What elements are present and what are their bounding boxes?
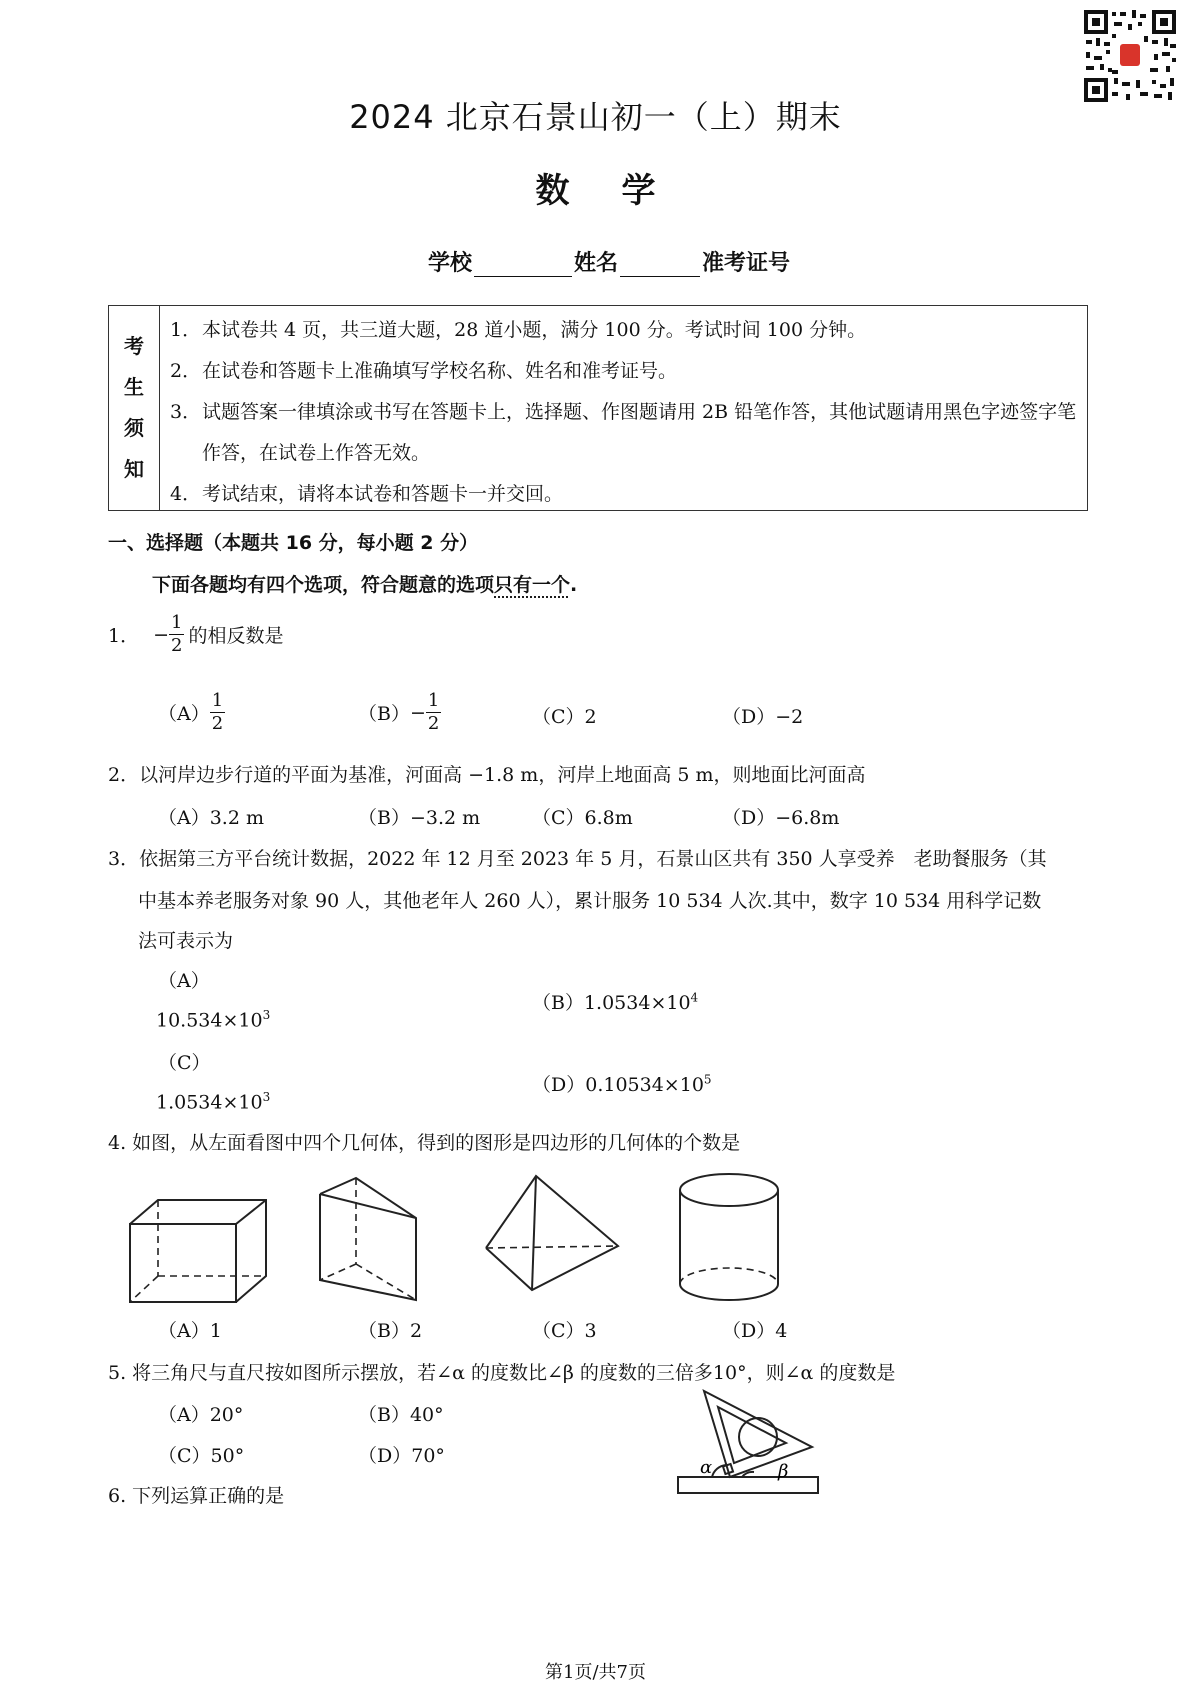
alpha-label: α: [700, 1457, 713, 1478]
q3-option-b[interactable]: [532, 988, 698, 1015]
sci-exponent: 5: [703, 1072, 712, 1087]
q1-number: 1．: [108, 625, 140, 647]
q1-option-a[interactable]: [158, 690, 225, 735]
exam-id-label: 准考证号: [702, 251, 791, 276]
notice-label-char: 生: [124, 375, 144, 399]
q4-option-c[interactable]: （C）3: [532, 1320, 597, 1342]
q5-option-c[interactable]: （C）50°: [158, 1445, 245, 1467]
fraction-denominator: 2: [427, 713, 440, 734]
notice-item-num: 4．: [170, 483, 202, 505]
sci-base: 1.0534×10: [156, 1091, 263, 1114]
notice-item: [170, 351, 1077, 392]
question-3-line1: 3．依据第三方平台统计数据，2022 年 12 月至 2023 年 5 月，石景山区共有 350 人享受养 老助餐服务（其: [108, 848, 1047, 870]
option-fraction: [426, 690, 441, 735]
student-info-line: [428, 246, 790, 277]
q5-option-b[interactable]: （B）40°: [358, 1404, 444, 1426]
notice-item-text: 在试卷和答题卡上准确填写学校名称、姓名和准考证号。: [202, 360, 678, 382]
q1-fraction: [169, 612, 184, 657]
page-footer: 第1页/共7页: [545, 1662, 646, 1683]
notice-item-num: 1．: [170, 319, 202, 341]
notice-item-text: 试题答案一律填涂或书写在答题卡上，选择题、作图题请用 2B 铅笔作答，其他试题请用黑色字迹签字笔作答，在试卷上作答无效。: [202, 401, 1077, 464]
question-5: 5. 将三角尺与直尺按如图所示摆放，若∠α 的度数比∠β 的度数的三倍多10°，则∠α 的度数是: [108, 1362, 896, 1384]
notice-item: [170, 392, 1077, 474]
sci-base: 0.10534×10: [585, 1074, 704, 1096]
fraction-numerator: 1: [427, 690, 440, 711]
q3-option-c-label[interactable]: （C）: [158, 1052, 211, 1074]
notice-item-text: 本试卷共 4 页，共三道大题，28 道小题，满分 100 分。考试时间 100 分钟。: [202, 319, 867, 341]
sci-exponent: 3: [262, 1008, 271, 1022]
exam-notice-box: [108, 305, 1088, 511]
question-1: [108, 612, 283, 657]
option-fraction: [210, 690, 225, 735]
q5-option-d[interactable]: （D）70°: [358, 1445, 445, 1467]
question-3-line2: 中基本养老服务对象 90 人，其他老年人 260 人），累计服务 10 534 人次.其中，数字 10 534 用科学记数: [138, 890, 1042, 912]
q1-option-d[interactable]: （D）−2: [722, 706, 804, 728]
subject-title: 数学: [535, 171, 708, 211]
q3-option-a-label[interactable]: （A）: [158, 970, 210, 992]
notice-item-num: 3．: [170, 401, 202, 423]
q2-option-c[interactable]: （C）6.8m: [532, 807, 633, 829]
pyramid-figure: [486, 1176, 618, 1290]
q1-option-b[interactable]: [358, 690, 441, 735]
notice-label-char: 考: [124, 334, 144, 358]
question-3-line3: 法可表示为: [138, 930, 234, 952]
q2-option-d[interactable]: （D）−6.8m: [722, 807, 840, 829]
fraction-denominator: 2: [171, 635, 183, 656]
sci-exponent: 4: [690, 990, 699, 1005]
option-label: （B）: [358, 703, 410, 725]
beta-label: β: [778, 1461, 789, 1482]
q5-set-square-figure: [672, 1385, 822, 1497]
question-4: 4. 如图，从左面看图中四个几何体，得到的图形是四边形的几何体的个数是: [108, 1132, 741, 1154]
instruction-emphasis: 只有一个: [494, 574, 571, 596]
instruction-part: .: [570, 574, 578, 596]
cylinder-figure: [680, 1174, 778, 1300]
notice-label-char: 须: [124, 416, 144, 440]
notice-item-text: 考试结束，请将本试卷和答题卡一并交回。: [202, 483, 564, 505]
q1-minus: −: [153, 623, 170, 646]
q4-solids-figure: [118, 1172, 798, 1312]
question-6: 6. 下列运算正确的是: [108, 1485, 285, 1507]
q3-option-d[interactable]: [532, 1070, 712, 1097]
qr-code: [1082, 8, 1178, 104]
notice-label: [109, 306, 160, 510]
q3-option-c-value: [156, 1090, 270, 1113]
option-label: （A）: [158, 703, 210, 725]
notice-body: [160, 306, 1087, 510]
option-minus: −: [409, 701, 426, 724]
prism-figure: [320, 1178, 416, 1300]
q2-option-b[interactable]: （B）−3.2 m: [358, 807, 481, 829]
instruction-part: 下面各题均有四个选项，符合题意的选项: [152, 574, 495, 596]
option-label: （D）: [532, 1074, 586, 1096]
fraction-numerator: 1: [171, 612, 183, 633]
cube-figure: [130, 1200, 266, 1302]
exam-title: 2024 北京石景山初一（上）期末: [349, 98, 842, 136]
question-2: 2．以河岸边步行道的平面为基准，河面高 −1.8 m，河岸上地面高 5 m，则地面比河面高: [108, 764, 866, 786]
section-title: 一、选择题（本题共 16 分，每小题 2 分）: [108, 532, 479, 554]
school-label: 学校: [428, 251, 473, 276]
q1-text: 的相反数是: [188, 625, 284, 647]
fraction-numerator: 1: [211, 690, 224, 711]
q3-option-a-value: [156, 1008, 270, 1031]
q4-option-a[interactable]: （A）1: [158, 1320, 222, 1342]
name-blank[interactable]: [620, 256, 700, 277]
notice-item-num: 2．: [170, 360, 202, 382]
notice-label-char: 知: [124, 457, 144, 481]
q1-option-c[interactable]: （C）2: [532, 706, 597, 728]
q4-option-b[interactable]: （B）2: [358, 1320, 423, 1342]
name-label: 姓名: [574, 251, 619, 276]
sci-exponent: 3: [262, 1090, 271, 1104]
notice-item: [170, 310, 1077, 351]
school-blank[interactable]: [474, 256, 572, 277]
sci-base: 1.0534×10: [583, 992, 691, 1014]
q4-option-d[interactable]: （D）4: [722, 1320, 788, 1342]
sci-base: 10.534×10: [156, 1009, 263, 1032]
option-label: （B）: [532, 992, 584, 1014]
section-instruction: [152, 570, 577, 597]
q2-option-a[interactable]: （A）3.2 m: [158, 807, 264, 829]
q5-option-a[interactable]: （A）20°: [158, 1404, 244, 1426]
fraction-denominator: 2: [211, 713, 224, 734]
notice-item: [170, 474, 1077, 515]
